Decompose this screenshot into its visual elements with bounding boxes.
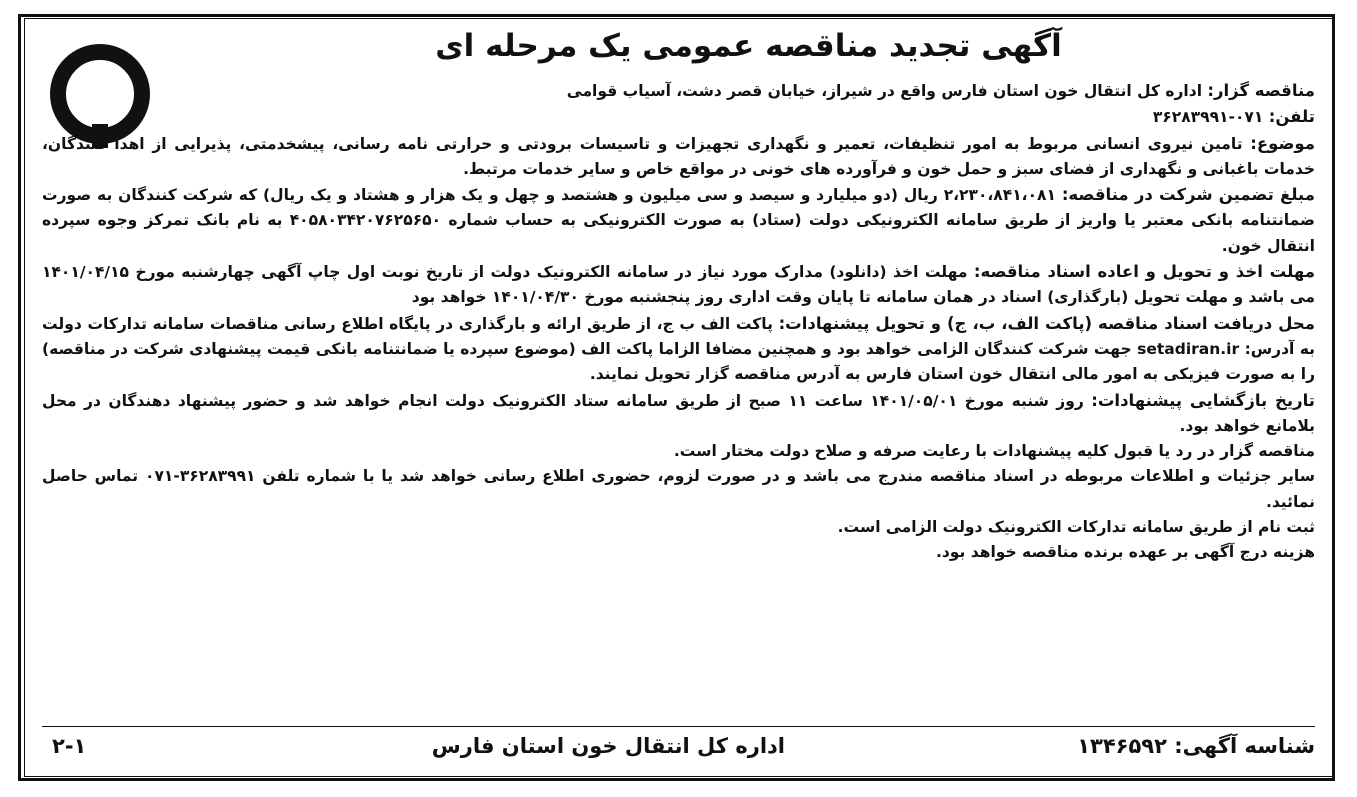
paragraph-text: اداره کل انتقال خون استان فارس واقع در شیراز، خیابان قصر دشت، آسیاب قوامی [566, 82, 1208, 100]
announcement-paragraph [42, 439, 1315, 464]
paragraph-text: تامین نیروی انسانی مربوط به امور تنظیفات، تعمیر و نگهداری تجهیزات و تاسیسات برودتی و حرارتی نامه رسانی، پیشخدمتی، پذیرایی از اهدا کنندگان، خدمات باغبانی و نگهداری از فضای سبز و حمل خون و فرآورده های خونی در مواقع خاص و سایر خدمات مرتبط. [42, 134, 1315, 178]
paragraph-text: ۰۷۱-۳۶۲۸۳۹۹۱ [1152, 108, 1269, 127]
page-title: آگهی تجدید مناقصه عمومی یک مرحله ای [435, 28, 1062, 64]
announcement-paragraph [42, 464, 1315, 515]
announcement-paragraph [42, 182, 1315, 259]
announcement-paragraph [42, 259, 1315, 311]
paragraph-label: مبلغ تضمین شرکت در مناقصه: [1061, 185, 1315, 205]
organization-name: اداره کل انتقال خون استان فارس [431, 734, 785, 758]
paragraph-label: موضوع: [1250, 133, 1315, 153]
paragraph-label: تاریخ بازگشایی پیشنهادات: [1091, 390, 1315, 410]
announcement-paragraph [42, 131, 1315, 183]
paragraph-label: تلفن: [1268, 107, 1315, 127]
announcement-paragraph [42, 311, 1315, 388]
paragraph-text: روز شنبه مورخ ۱۴۰۱/۰۵/۰۱ ساعت ۱۱ صبح از طریق سامانه ستاد الکترونیک دولت انجام خواهد شد و حضور پیشنهاد دهندگان در محل بلامانع خواهد بود. [42, 391, 1315, 435]
paragraph-label: محل دریافت اسناد مناقصه (پاکت الف، ب، ج) و تحویل پیشنهادات: [778, 313, 1316, 333]
paragraph-text: مهلت اخذ (دانلود) مدارک مورد نیاز در سامانه الکترونیک دولت از تاریخ نوبت اول چاپ آگهی چهارشنبه مورخ ۱۴۰۱/۰۴/۱۵ می باشد و مهلت تحویل (بارگذاری) اسناد در همان سامانه تا پایان وقت اداری روز پنجشنبه مورخ ۱۴۰۱/۰۴/۳۰ خواهد بود [42, 263, 1315, 307]
announcement-paragraph [42, 540, 1315, 565]
footer [42, 730, 1315, 766]
paragraph-label: مهلت اخذ و تحویل و اعاده اسناد مناقصه: [973, 262, 1315, 282]
ad-id: شناسه آگهی: ۱۳۴۶۵۹۲ [1077, 734, 1315, 758]
ad-number: ۲-۱ [52, 734, 87, 758]
announcement-body [42, 78, 1315, 566]
paragraph-text: ۲،۲۳۰،۸۴۱،۰۸۱ ریال (دو میلیارد و سیصد و سی میلیون و هشتصد و چهل و یک هزار و هشتاد و یک ریال) که شرکت کنندگان به صورت ضمانتنامه بانکی معتبر یا واریز از طریق سامانه الکترونیکی دولت (ستاد) به صورت الکترونیکی به حساب شماره ۴۰۵۸۰۳۴۲۰۷۶۲۵۶۵۰ به نام بانک تمرکز وجوه سپرده انتقال خون. [42, 186, 1315, 255]
paragraph-text: ثبت نام از طریق سامانه تدارکات الکترونیک دولت الزامی است. [837, 518, 1315, 537]
announcement-paragraph [42, 515, 1315, 540]
paragraph-label: مناقصه گزار: [1207, 81, 1315, 100]
paragraph-text: هزینه درج آگهی بر عهده برنده مناقصه خواهد بود. [935, 543, 1315, 562]
announcement-paragraph [42, 104, 1315, 130]
footer-divider [42, 726, 1315, 727]
announcement-paragraph [42, 78, 1315, 104]
paragraph-text: پاکت الف ب ج، از طریق ارائه و بارگذاری در پایگاه اطلاع رسانی مناقصات سامانه تدارکات دولت به آدرس: setadiran.ir جهت شرکت کنندگان الزامی خواهد بود و همچنین مضافا الزاما پاکت الف (موضوع سپرده یا ضمانتنامه بانکی قیمت پیشنهادی شرکت در مناقصه) را به صورت فیزیکی به امور مالی انتقال خون استان فارس به آدرس مناقصه گزار تحویل نمایند. [42, 314, 1315, 384]
paragraph-text: مناقصه گزار در رد یا قبول کلیه پیشنهادات با رعایت صرفه و صلاح دولت مختار است. [673, 442, 1315, 461]
paragraph-text: سایر جزئیات و اطلاعات مربوطه در اسناد مناقصه مندرج می باشد و در صورت لزوم، حضوری اطلاع رسانی خواهد شد یا با شماره تلفن ۳۶۲۸۳۹۹۱-۰۷۱ تماس حاصل نمائید. [42, 467, 1315, 511]
announcement-paragraph [42, 388, 1315, 440]
